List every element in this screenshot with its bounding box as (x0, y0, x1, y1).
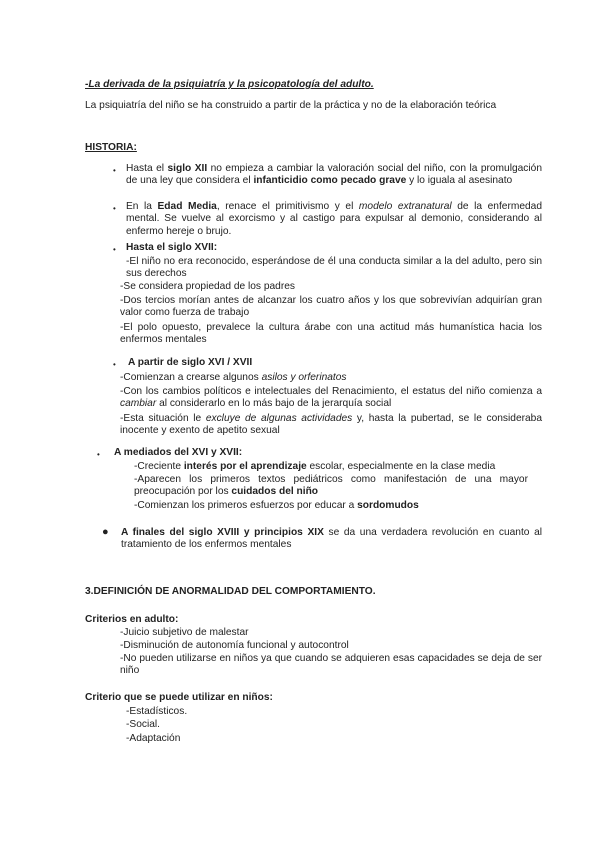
siglo-xvii-line-4: -El polo opuesto, prevalece la cultura árabe con una actitud más humanística hacia los enfermos mentales (120, 322, 542, 346)
bullet-icon: • (113, 204, 116, 213)
bullet-icon: • (97, 450, 100, 459)
mediados-line-3: -Comienzan los primeros esfuerzos por educar a sordomudos (134, 500, 419, 511)
mediados-line-1: -Creciente interés por el aprendizaje escolar, especialmente en la clase media (134, 461, 496, 472)
criterios-adulto-title: Criterios en adulto: (85, 614, 179, 625)
siglo-xvii-line-3: -Dos tercios morían antes de alcanzar los cuatro años y los que sobrevivían adquirían gran valor como fuerza de trabajo (120, 295, 542, 319)
intro-heading: -La derivada de la psiquiatría y la psicopatología del adulto. (85, 79, 374, 90)
ninos-line-3: -Adaptación (126, 733, 181, 744)
ninos-line-1: -Estadísticos. (126, 706, 188, 717)
historia-heading: HISTORIA: (85, 142, 137, 153)
intro-text: La psiquiatría del niño se ha construido a partir de la práctica y no de la elaboración teórica (85, 100, 497, 111)
criterio-ninos-title: Criterio que se puede utilizar en niños: (85, 692, 273, 703)
adulto-line-3: -No pueden utilizarse en niños ya que cuando se adquieren esas capacidades se deja de ser niño (120, 653, 542, 677)
siglo-xvi-line-1: -Comienzan a crearse algunos asilos y orferinatos (120, 372, 347, 383)
historia-item-siglo-xvi-title: A partir de siglo XVI / XVII (128, 357, 253, 368)
historia-item-edad-media: En la Edad Media, renace el primitivismo y el modelo extranatural de la enfermedad mental. Se vuelve al exorcismo y al castigo para expulsar al demonio, considerando al enfermo hereje o brujo. (126, 201, 543, 237)
siglo-xvi-line-3: -Esta situación le excluye de algunas actividades y, hasta la pubertad, se le consideraba inocente y exento de apetito sexual (120, 413, 542, 437)
definicion-heading: 3.DEFINICIÓN DE ANORMALIDAD DEL COMPORTAMIENTO. (85, 586, 376, 597)
bullet-icon: • (113, 166, 116, 175)
siglo-xvi-line-2: -Con los cambios políticos e intelectuales del Renacimiento, el estatus del niño comienza a cambiar al considerarlo en lo más bajo de la jerarquía social (120, 386, 542, 410)
adulto-line-1: -Juicio subjetivo de malestar (120, 627, 249, 638)
ninos-line-2: -Social. (126, 719, 160, 730)
adulto-line-2: -Disminución de autonomía funcional y autocontrol (120, 640, 349, 651)
siglo-xvii-line-1: -El niño no era reconocido, esperándose de él una conducta similar a la del adulto, pero sin sus derechos (126, 256, 542, 280)
historia-item-finales: A finales del siglo XVIII y principios XIX se da una verdadera revolución en cuanto al tratamiento de los enfermos mentales (121, 527, 543, 551)
historia-item-mediados-title: A mediados del XVI y XVII: (114, 447, 243, 458)
historia-item-siglo-xii: Hasta el siglo XII no empieza a cambiar la valoración social del niño, con la promulgación de una ley que considera el infanticidio como pecado grave y lo iguala al asesinato (126, 163, 542, 187)
siglo-xvii-line-2: -Se considera propiedad de los padres (120, 281, 295, 292)
historia-item-siglo-xvii-title: Hasta el siglo XVII: (126, 242, 218, 253)
bullet-icon: • (113, 360, 116, 369)
mediados-line-2: -Aparecen los primeros textos pediátricos como manifestación de una mayor preocupación por los cuidados del niño (134, 474, 528, 498)
bullet-icon: ● (102, 526, 109, 538)
bullet-icon: • (113, 245, 116, 254)
